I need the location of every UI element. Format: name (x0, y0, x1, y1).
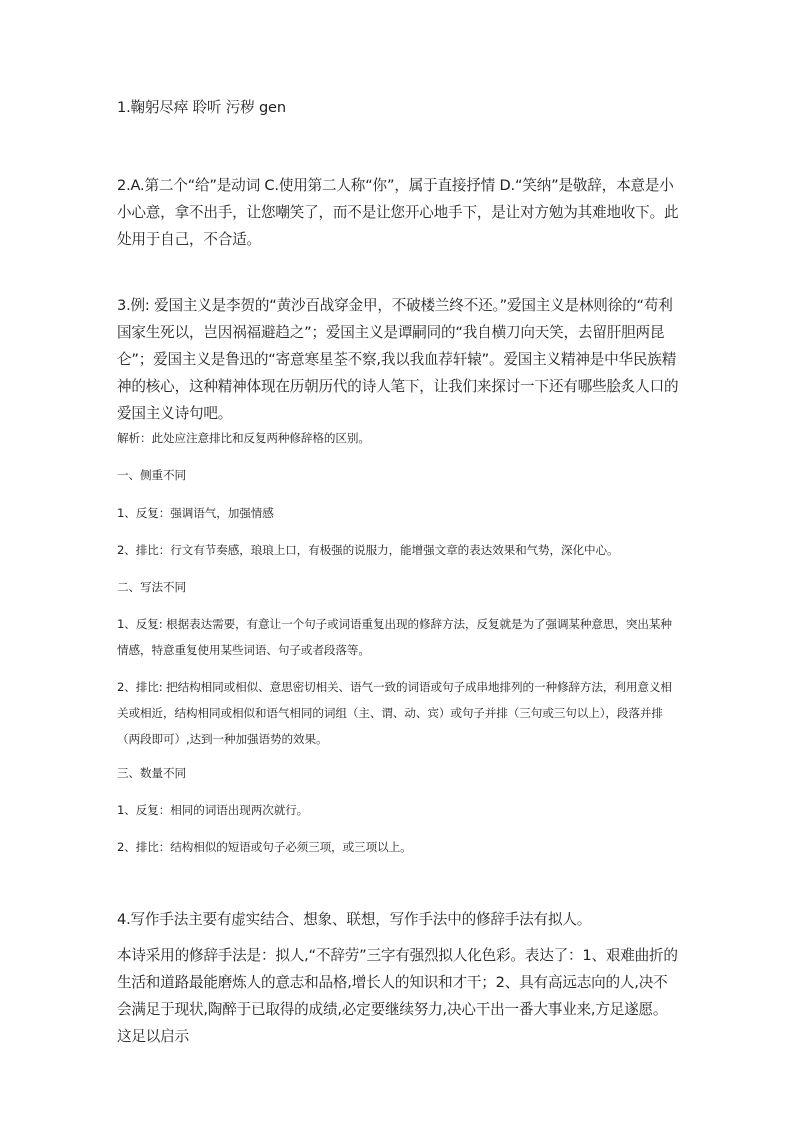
answer-1: 1.鞠躬尽瘁 聆听 污秽 gen (117, 99, 286, 116)
answer-3: 3.例: 爱国主义是李贺的“黄沙百战穿金甲，不破楼兰终不还。”爱国主义是林则徐的“苟利国家生死以，岂因祸福避趋之”；爱国主义是谭嗣同的“我自横刀向天笑，去留肝胆两昆仑”；爱国主义是鲁迅的“寄意寒星荃不察,我以我血荐轩辕”。爱国主义精神是中华民族精神的核心，这种精神体现在历朝历代的诗人笔下，让我们来探讨一下还有哪些脍炙人口的爱国主义诗句吧。 (117, 297, 679, 422)
answer-2: 2.A.第二个“给”是动词 C.使用第二人称“你”，属于直接抒情 D.“笑纳”是敬辞，本意是小小心意，拿不出手，让您嘲笑了，而不是让您开心地手下，是让对方勉为其难地收下。此处用于自己，不合适。 (117, 177, 679, 248)
section-1-item-1: 1、反复：强调语气，加强情感 (117, 506, 274, 520)
analysis-note: 解析：此处应注意排比和反复两种修辞格的区别。 (117, 431, 370, 445)
section-heading-3: 三、数量不同 (117, 766, 186, 780)
section-3-item-1: 1、反复：相同的词语出现两次就行。 (117, 803, 309, 817)
section-heading-2: 二、写法不同 (117, 580, 186, 594)
section-heading-1: 一、侧重不同 (117, 468, 186, 482)
section-1-item-2: 2、排比：行文有节奏感，琅琅上口，有极强的说服力，能增强文章的表达效果和气势，深化中心。 (117, 543, 619, 557)
answer-4: 4.写作手法主要有虚实结合、想象、联想，写作手法中的修辞手法有拟人。 (117, 911, 592, 928)
section-2-item-2: 2、排比: 把结构相同或相似、意思密切相关、语气一致的词语或句子成串地排列的一种修辞方法，利用意义相关或相近，结构相同或相似和语气相同的词组（主、谓、动、宾）或句子并排（三句或三句以上），段落并排（两段即可）,达到一种加强语势的效果。 (117, 680, 672, 746)
section-2-item-1: 1、反复: 根据表达需要，有意让一个句子或词语重复出现的修辞方法，反复就是为了强调某种意思，突出某种情感，特意重复使用某些词语、句子或者段落等。 (117, 617, 672, 657)
section-3-item-2: 2、排比：结构相似的短语或句子必须三项，或三项以上。 (117, 840, 412, 854)
answer-4-body: 本诗采用的修辞手法是：拟人,“不辞劳”三字有强烈拟人化色彩。表达了：1、艰难曲折的生活和道路最能磨炼人的意志和品格,增长人的知识和才干；2、具有高远志向的人,决不会满足于现状,陶醉于已取得的成绩,必定要继续努力,决心干出一番大事业来,方足遂愿。这足以启示 (117, 947, 678, 1045)
